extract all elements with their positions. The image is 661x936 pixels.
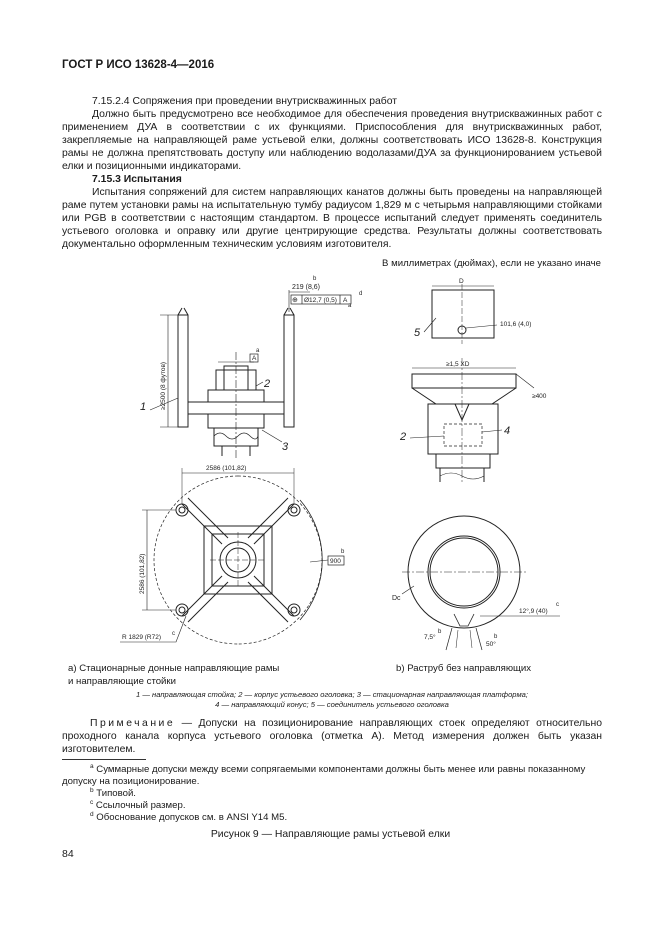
- right-funnel-plan-view: [402, 516, 560, 650]
- callout-1: 1: [140, 401, 147, 413]
- dim-12-9: 12°,9 (40): [519, 608, 548, 615]
- footnote-text: Типовой.: [96, 788, 136, 799]
- legend-line1: 1 — направляющая стойка; 2 — корпус устьевого оголовка; 3 — стационарная направляющая платформа;: [136, 690, 528, 699]
- caption-a: [68, 663, 279, 688]
- dim-219: 219 (8,6): [292, 284, 321, 291]
- dim-12-7: Ø12,7 (0,5): [304, 297, 337, 304]
- dim-900: 900: [330, 558, 341, 565]
- dim-101-6: 101,6 (4,0): [500, 321, 532, 328]
- dim-D: D: [459, 278, 464, 285]
- datum-a: A: [252, 355, 257, 362]
- footnote-mark: b: [90, 786, 94, 794]
- sup-b-219: b: [313, 276, 317, 282]
- figure-legend: [62, 690, 602, 710]
- left-side-view: [150, 290, 351, 460]
- footnote-c: [90, 800, 630, 812]
- note-label: Примечание: [90, 718, 176, 729]
- callout-4: 4: [504, 425, 511, 437]
- dim-2586-vertical: 2586 (101,82): [139, 553, 146, 594]
- callout-3: 3: [282, 441, 289, 453]
- figure-drawing: [0, 270, 661, 662]
- sup-d: d: [359, 291, 363, 297]
- dim-400: ≥400: [532, 393, 547, 400]
- dim-2586-horizontal: 2586 (101,82): [206, 465, 247, 472]
- dim-Dc: Dc: [392, 595, 401, 602]
- callout-2-right: 2: [400, 431, 407, 443]
- footnote-mark: d: [90, 810, 94, 818]
- footnote-a: [62, 764, 602, 787]
- sup-b-50: b: [494, 634, 498, 640]
- sup-b-900: b: [341, 549, 345, 555]
- legend-line2: 4 — направляющий конус; 5 — соединитель устьевого оголовка: [215, 700, 449, 709]
- sup-a-datum: a: [256, 348, 260, 354]
- figure-caption: Рисунок 9 — Направляющие рамы устьевой елки: [210, 829, 451, 840]
- caption-b: b) Раструб без направляющих: [396, 663, 532, 674]
- dim-r1829: R 1829 (R72): [122, 634, 162, 641]
- paragraph-interfaces: Должно быть предусмотрено все необходимое для обеспечения проведения внутрискважинных работ с применением ДУА в соответствии с их функциями. Приспособления для внутрискважинных работ, закрепляемые на направляющей раме устьевой елки, должны соответствовать ИСО 13628-8. Конструкция рамы не должна препятствовать доступу или наблюдению водолазами/ДУА за функционированием устьевой елки и позиционными индикаторами.: [62, 109, 602, 172]
- datum-a-frame: A: [343, 297, 348, 304]
- document-header: ГОСТ Р ИСО 13628-4—2016: [62, 59, 215, 71]
- footnote-text: Ссылочный размер.: [95, 800, 186, 811]
- footnote-text: Обоснование допусков см. в ANSI Y14 M5.: [96, 812, 288, 823]
- section-text: [62, 95, 602, 251]
- footnote-text: Суммарные допуски между всеми сопрягаемыми компонентами должны быть менее или равны показанному допуску на позиционирование.: [62, 764, 586, 787]
- note-text: — Допуски на позиционирование направляющих стоек определяют относительно проходного канала корпуса устьевого оголовка (отметка А). Метод измерения должен быть указан изготовителем.: [62, 718, 602, 755]
- section-heading-tests: 7.15.3 Испытания: [92, 174, 182, 185]
- units-note: В миллиметрах (дюймах), если не указано иначе: [382, 258, 601, 269]
- callout-2: 2: [264, 378, 271, 390]
- callout-5: 5: [414, 327, 421, 339]
- caption-a-line2: и направляющие стойки: [68, 675, 176, 687]
- sup-c-12: c: [556, 602, 559, 608]
- dim-50: 50°: [486, 641, 496, 648]
- left-plan-view: [120, 468, 344, 644]
- sup-b-7-5: b: [438, 629, 442, 635]
- sup-c-r1829: c: [172, 631, 175, 637]
- dim-1-5xd: ≥1,5 XD: [446, 361, 470, 368]
- right-connector-view: [424, 284, 497, 344]
- dim-2500: ≥2500 (8 футов): [160, 361, 167, 410]
- subsection-title: 7.15.2.4 Сопряжения при проведении внутрискважинных работ: [92, 96, 398, 107]
- dim-7-5: 7,5°: [424, 634, 436, 641]
- right-funnel-side-view: [410, 358, 534, 484]
- caption-a-line1: a) Стационарные донные направляющие рамы: [68, 663, 280, 674]
- figure-note: [62, 717, 602, 756]
- footnote-separator: [62, 759, 146, 760]
- sup-a-frame: a: [348, 303, 352, 309]
- footnote-d: [90, 812, 630, 824]
- position-symbol: ⊕: [292, 297, 298, 304]
- footnote-mark: c: [90, 798, 94, 806]
- page-number: 84: [62, 848, 74, 860]
- footnote-mark: a: [90, 762, 94, 770]
- footnote-b: [90, 788, 630, 800]
- paragraph-tests: Испытания сопряжений для систем направляющих канатов должны быть проведены на направляющей раме путем установки рамы на испытательную тумбу радиусом 1,829 м с четырьмя направляющими стойками или PGB в соответствии с настоящим стандартом. В процессе испытаний следует применять соединитель устьевого оголовка и оправку или другие центрирующие средства. Результаты должны соответствовать документально оформленным техническим условиям изготовителя.: [62, 187, 602, 250]
